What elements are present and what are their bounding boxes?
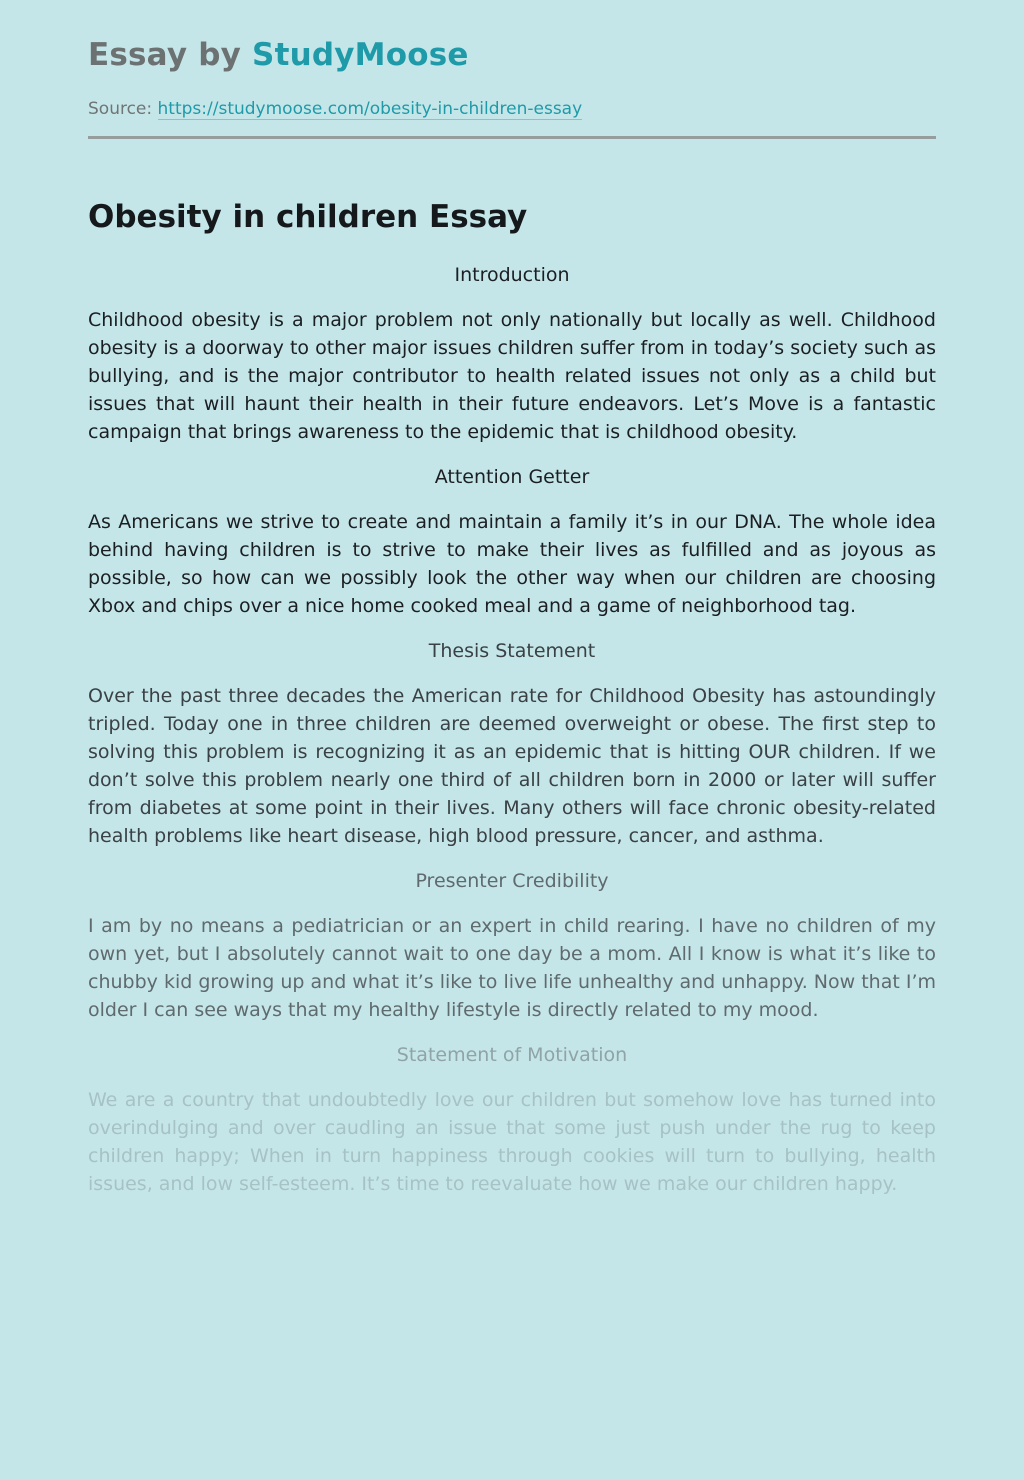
section-heading-attention-getter: Attention Getter [434, 466, 590, 488]
source-label: Source: [88, 99, 158, 119]
section-heading-statement-of-motivation: Statement of Motivation [396, 1044, 628, 1066]
section-heading-thesis-statement: Thesis Statement [428, 640, 596, 662]
site-header [88, 34, 469, 76]
section-paragraph-introduction: Childhood obesity is a major problem not only nationally but locally as well. Childhood obesity is a doorway to other major issues children suffer from in today’s society such as bullying, and is the major contributor to health related issues not only as a child but issues that will haunt their health in their future endeavors. Let’s Move is a fantastic campaign that brings awareness to the epidemic that is childhood obesity. [88, 309, 936, 443]
essay-title: Obesity in children Essay [88, 199, 528, 235]
essay-body [88, 258, 936, 1212]
source-line [88, 96, 582, 122]
section-paragraph-attention-getter: As Americans we strive to create and maintain a family it’s in our DNA. The whole idea behind having children is to strive to make their lives as fulfilled and as joyous as possible, so how can we possibly look the other way when our children are choosing Xbox and chips over a nice home cooked meal and a game of neighborhood tag. [88, 511, 936, 617]
header-prefix: Essay by [88, 37, 253, 73]
section-paragraph-statement-of-motivation: We are a country that undoubtedly love our children but somehow love has turned into overindulging and over caudling an issue that some just push under the rug to keep children happy; When in turn happiness through cookies will turn to bullying, health issues, and low self-esteem. It’s time to reevaluate how we make our children happy. [88, 1089, 936, 1195]
studymoose-brand-link[interactable]: StudyMoose [252, 37, 469, 73]
section-heading-introduction: Introduction [454, 264, 570, 286]
section-heading-presenter-credibility: Presenter Credibility [415, 870, 609, 892]
section-paragraph-presenter-credibility: I am by no means a pediatrician or an expert in child rearing. I have no children of my own yet, but I absolutely cannot wait to one day be a mom. All I know is what it’s like to chubby kid growing up and what it’s like to live life unhealthy and unhappy. Now that I’m older I can see ways that my healthy lifestyle is directly related to my mood. [88, 915, 936, 1021]
source-link[interactable]: https://studymoose.com/obesity-in-children-essay [157, 99, 583, 119]
header-divider [88, 136, 936, 139]
essay-page [88, 0, 936, 1480]
section-paragraph-thesis-statement: Over the past three decades the American rate for Childhood Obesity has astoundingly tripled. Today one in three children are deemed overweight or obese. The first step to solving this problem is recognizing it as an epidemic that is hitting OUR children. If we don’t solve this problem nearly one third of all children born in 2000 or later will suffer from diabetes at some point in their lives. Many others will face chronic obesity-related health problems like heart disease, high blood pressure, cancer, and asthma. [88, 685, 936, 847]
